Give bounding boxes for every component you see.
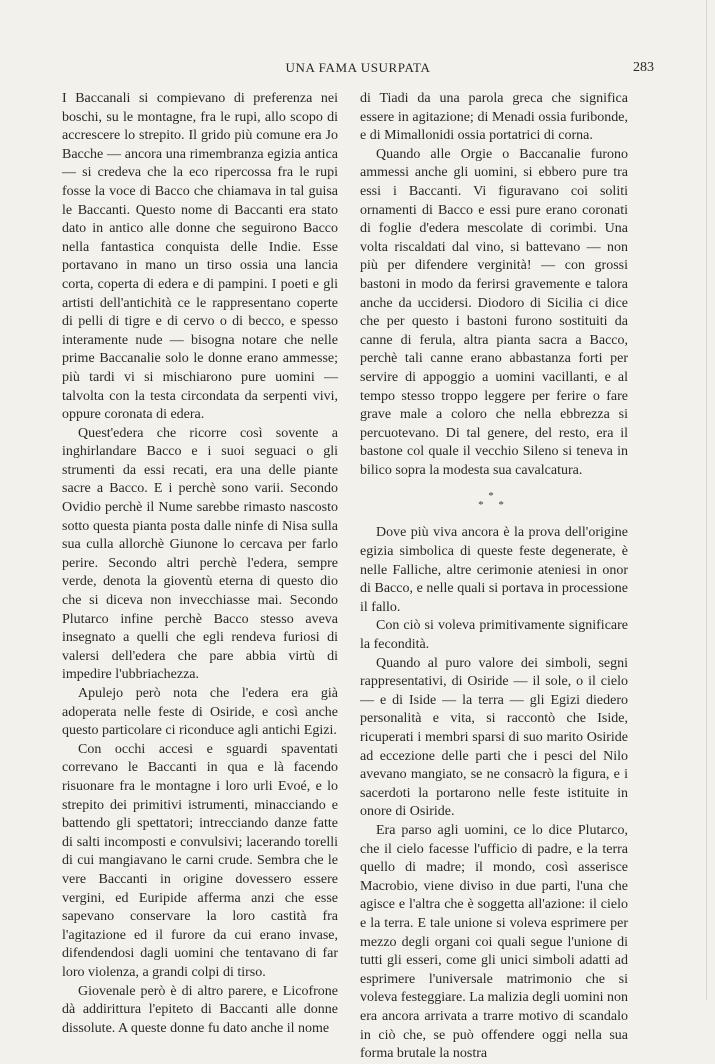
page-edge [706, 0, 707, 1000]
page-header [62, 60, 654, 80]
asterism-bottom: * * [478, 499, 510, 512]
paragraph: Quest'edera che ricorre così sovente a inghirlandare Bacco e i suoi seguaci o gli strumenti da essi recati, era una delle piante sacre a Bacco. E i perchè sono varii. Secondo Ovidio perchè il Nume sarebbe rimasto nascosto sotto questa pianta posta dalle ninfe di Nisa sulla sua culla allorchè Giunone lo cercava per farlo perire. Secondo altri perchè l'edera, sempre verde, denota la gioventù eterna di questo dio che si diceva non invecchiasse mai. Secondo Plutarco infine perchè Bacco stesso aveva insegnato a quelli che egli rendeva furiosi di valersi dell'edera che pare abbia virtù di impedire l'ubbriachezza. [62, 425, 338, 683]
left-column [62, 90, 338, 1038]
paragraph: Apulejo però nota che l'edera era già adoperata nelle feste di Osiride, e così anche questo particolare ci riconduce agli antichi Egizi. [62, 686, 338, 739]
paragraph: Quando al puro valore dei simboli, segni rappresentativi, di Osiride — il sole, o il cielo — e di Iside — la terra — gli Egizi diedero personalità e vita, si raccontò che Iside, ricuperati i membri sparsi di suo marito Osiride ad eccezione delle parti che i pesci del Nilo avevano mangiato, se ne consacrò la figura, e i sacerdoti la portarono nelle feste istituite in onore di Osiride. [360, 655, 628, 820]
asterism-top: * [488, 490, 500, 503]
paragraph: I Baccanali si compievano di preferenza nei boschi, su le montagne, fra le rupi, allo scopo di accrescere lo strepito. Il grido più comune era Jo Bacche — ancora una rimembranza egizia antica — si credeva che la eco ripercossa fra le rupi fosse la voce di Bacco che chiamava in tal guisa le Baccanti. Questo nome di Baccanti era stato dato in antico alle donne che seguirono Bacco nella fantastica conquista delle Indie. Esse portavano in mano un tirso ossia una lancia corta, coperta di edera e di pampini. I poeti e gli artisti dell'antichità ce le rappresentano coperte di pelli di tigre e di cervo o di becco, e spesso interamente nude — bisogna notare che nelle prime Baccanalie solo le donne erano ammesse; più tardi vi si mischiarono pure uomini — talvolta con la testa circondata da serpenti vivi, oppure coronata di edera. [62, 91, 338, 423]
section-break-asterism [360, 492, 628, 510]
paragraph: di Tiadi da una parola greca che significa essere in agitazione; di Menadi ossia furibonde, e di Mimallonidi ossia portatrici di corna. [360, 91, 628, 144]
running-title: UNA FAMA USURPATA [285, 60, 431, 75]
paragraph: Con ciò si voleva primitivamente significare la fecondità. [360, 618, 628, 653]
paragraph: Dove più viva ancora è la prova dell'origine egizia simbolica di queste feste degenerate, è nelle Falliche, altre cerimonie ateniesi in onor di Bacco, e nelle quali si portava in processione il fallo. [360, 525, 628, 615]
right-column [360, 90, 628, 1064]
paragraph: Quando alle Orgie o Baccanalie furono ammessi anche gli uomini, si ebbero pure tra essi i Baccanti. Vi figuravano coi soliti ornamenti di Bacco e essi pure erano coronati di foglie d'edera mescolate di corimbi. Una volta riscaldati dal vino, si battevano — non più per difendere verginità! — con grossi bastoni in modo da ferirsi gravemente e talora anche da uccidersi. Diodoro di Sicilia ci dice che per questo i bastoni furono sostituiti da canne di ferula, altra pianta sacra a Bacco, perchè tali canne erano abbastanza forti per servire di appoggio a uomini vacillanti, e al tempo stesso troppo leggere per ferire o fare grave male a coloro che nella ebbrezza si percuotevano. Di tal genere, del resto, era il bastone col quale il vecchio Sileno si teneva in bilico sopra la modesta sua cavalcatura. [360, 146, 628, 478]
paragraph: Con occhi accesi e sguardi spaventati correvano le Baccanti in qua e là facendo risuonare fra le montagne i loro urli Evoé, e lo strepito dei primitivi istrumenti, minacciando e battendo gli spettatori; intrecciando danze fatte di salti incomposti e convulsivi; lacerando torelli di cui mangiavano le carni crude. Sembra che le vere Baccanti in origine dovessero essere vergini, ed Euripide afferma anzi che esse sapevano conservare la loro castità fra l'agitazione ed il furore da cui erano invase, difendendosi dagli uomini che tentavano di far loro violenza, a grandi colpi di tirso. [62, 741, 338, 980]
paragraph: Era parso agli uomini, ce lo dice Plutarco, che il cielo facesse l'ufficio di padre, e la terra quello di madre; il mondo, così asserisce Macrobio, viene diviso in due parti, l'una che agisce e l'altra che è soggetta all'azione: il cielo e la terra. E tale unione si voleva esprimere per mezzo degli organi coi quali segue l'unione di tutti gli esseri, come gli unici simboli adatti ad esprimere l'universale matrimonio che si voleva festeggiare. La malizia degli uomini non era ancora arrivata a trarre motivo di scandalo in ciò che, se può offendere oggi nella sua forma brutale la nostra [360, 822, 628, 1062]
page-number: 283 [633, 60, 654, 75]
paragraph: Giovenale però è di altro parere, e Licofrone dà addirittura l'epiteto di Baccanti alle donne dissolute. A queste donne fu dato anche il nome [62, 983, 338, 1036]
